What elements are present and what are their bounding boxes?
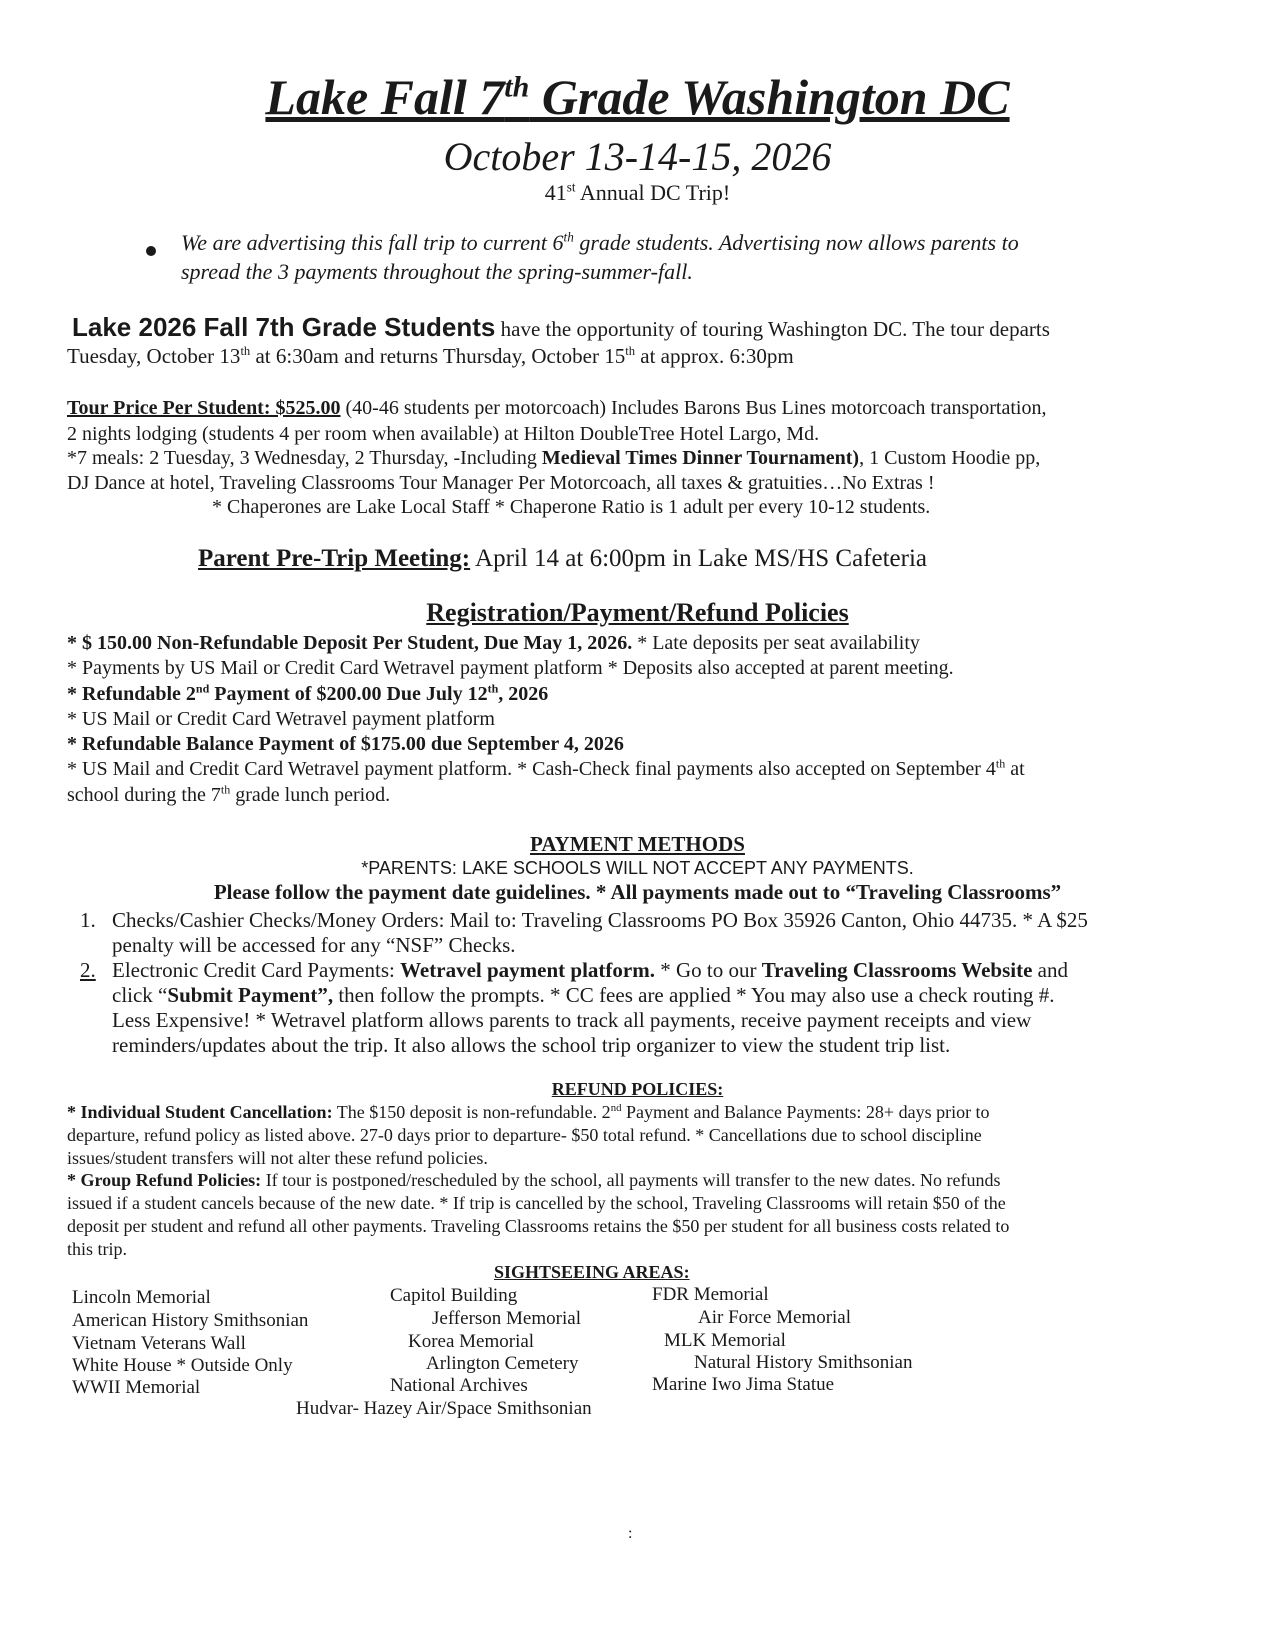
intro-line-1: Lake 2026 Fall 7th Grade Students have the opportunity of touring Washington DC. The tour departs: [72, 312, 1050, 342]
registration-line-4: * US Mail or Credit Card Wetravel payment platform: [67, 708, 495, 730]
sight-item: National Archives: [390, 1375, 528, 1396]
refund-p1-line-3: issues/student transfers will not alter these refund policies.: [67, 1148, 488, 1168]
payment-item-2-line-2: click “Submit Payment”, then follow the prompts. * CC fees are applied * You may also use a check routing #.: [112, 983, 1055, 1007]
sight-item: Natural History Smithsonian: [694, 1352, 913, 1373]
sight-item: Korea Memorial: [408, 1331, 535, 1352]
registration-line-5: * Refundable Balance Payment of $175.00 due September 4, 2026: [67, 733, 624, 755]
sight-item: Marine Iwo Jima Statue: [652, 1374, 835, 1395]
registration-line-7: school during the 7th grade lunch period.: [67, 782, 391, 806]
refund-p1-line-1: * Individual Student Cancellation: The $150 deposit is non-refundable. 2nd Payment and Balance Payments: 28+ days prior to: [67, 1102, 990, 1122]
tour-line-2: 2 nights lodging (students 4 per room when available) at Hilton DoubleTree Hotel Largo, Md.: [67, 423, 820, 445]
chaperone-note: * Chaperones are Lake Local Staff * Chaperone Ratio is 1 adult per every 10-12 students.: [212, 496, 931, 518]
bullet-icon: [146, 246, 156, 256]
sight-item: Vietnam Veterans Wall: [72, 1333, 246, 1354]
sight-item: Hudvar- Hazey Air/Space Smithsonian: [296, 1398, 592, 1419]
sight-item: FDR Memorial: [652, 1284, 769, 1305]
sightseeing-heading: SIGHTSEEING AREAS:: [494, 1262, 690, 1282]
refund-p2-line-1: * Group Refund Policies: If tour is postponed/rescheduled by the school, all payments will transfer to the new dates. No refunds: [67, 1170, 1001, 1190]
payment-item-2-line-3: Less Expensive! * Wetravel platform allows parents to track all payments, receive payment receipts and view: [112, 1008, 1032, 1032]
page-title: Lake Fall 7th Grade Washington DC: [265, 69, 1010, 125]
advert-line-2: spread the 3 payments throughout the spring-summer-fall.: [181, 259, 693, 284]
tour-line-3: *7 meals: 2 Tuesday, 3 Wednesday, 2 Thursday, -Including Medieval Times Dinner Tournament), 1 Custom Hoodie pp,: [67, 447, 1041, 469]
sight-item: American History Smithsonian: [72, 1310, 309, 1331]
refund-p2-line-2: issued if a student cancels because of the new date. * If trip is cancelled by the school, Traveling Classrooms will retain $50 of the: [67, 1193, 1006, 1213]
refund-heading: REFUND POLICIES:: [551, 1079, 724, 1099]
registration-line-2: * Payments by US Mail or Credit Card Wetravel payment platform * Deposits also accepted at parent meeting.: [67, 657, 954, 679]
sight-item: MLK Memorial: [664, 1330, 786, 1351]
intro-line-2: Tuesday, October 13th at 6:30am and returns Thursday, October 15th at approx. 6:30pm: [67, 344, 794, 368]
tour-line-1: Tour Price Per Student: $525.00 (40-46 students per motorcoach) Includes Barons Bus Lines motorcoach transportation,: [67, 397, 1047, 419]
sight-item: Air Force Memorial: [698, 1307, 852, 1328]
tour-line-4: DJ Dance at hotel, Traveling Classrooms Tour Manager Per Motorcoach, all taxes & gratuities…No Extras !: [67, 472, 935, 494]
sight-item: Jefferson Memorial: [432, 1308, 581, 1329]
payment-item-2-line-1: Electronic Credit Card Payments: Wetravel payment platform. * Go to our Traveling Classrooms Website and: [112, 958, 1068, 982]
sight-item: WWII Memorial: [72, 1377, 201, 1398]
list-number-2: 2.: [80, 958, 96, 982]
payment-methods-heading: PAYMENT METHODS: [530, 832, 745, 856]
registration-line-6: * US Mail and Credit Card Wetravel payment platform. * Cash-Check final payments also accepted on September 4th at: [67, 756, 1025, 780]
payment-notice: *PARENTS: LAKE SCHOOLS WILL NOT ACCEPT ANY PAYMENTS.: [361, 858, 914, 878]
sight-item: Capitol Building: [390, 1285, 518, 1306]
refund-p2-line-3: deposit per student and refund all other payments. Traveling Classrooms retains the $50 per student for all business costs related to: [67, 1216, 1010, 1236]
registration-line-1: * $ 150.00 Non-Refundable Deposit Per Student, Due May 1, 2026. * Late deposits per seat availability: [67, 632, 920, 654]
trip-dates: October 13-14-15, 2026: [443, 134, 832, 179]
sight-item: Arlington Cemetery: [426, 1353, 579, 1374]
advert-line-1: We are advertising this fall trip to current 6th grade students. Advertising now allows parents to: [181, 229, 1019, 255]
registration-heading: Registration/Payment/Refund Policies: [426, 598, 849, 627]
registration-line-3: * Refundable 2nd Payment of $200.00 Due July 12th, 2026: [67, 681, 549, 705]
sight-item: Lincoln Memorial: [72, 1287, 211, 1308]
payment-item-1-line-2: penalty will be accessed for any “NSF” Checks.: [112, 933, 516, 957]
sight-item: White House * Outside Only: [72, 1355, 293, 1376]
refund-p1-line-2: departure, refund policy as listed above. 27-0 days prior to departure- $50 total refund. * Cancellations due to school discipline: [67, 1125, 982, 1145]
parent-meeting: Parent Pre-Trip Meeting: April 14 at 6:00pm in Lake MS/HS Cafeteria: [198, 545, 928, 572]
payment-item-2-line-4: reminders/updates about the trip. It also allows the school trip organizer to view the student trip list.: [112, 1033, 951, 1057]
payment-guideline: Please follow the payment date guidelines. * All payments made out to “Traveling Classrooms”: [213, 880, 1062, 904]
refund-p2-line-4: this trip.: [67, 1239, 128, 1259]
payment-item-1-line-1: Checks/Cashier Checks/Money Orders: Mail to: Traveling Classrooms PO Box 35926 Canton, Ohio 44735. * A $25: [112, 908, 1088, 932]
footer-mark: :: [628, 1525, 633, 1542]
annual-trip-subtitle: 41st Annual DC Trip!: [544, 179, 731, 205]
list-number-1: 1.: [80, 908, 96, 932]
